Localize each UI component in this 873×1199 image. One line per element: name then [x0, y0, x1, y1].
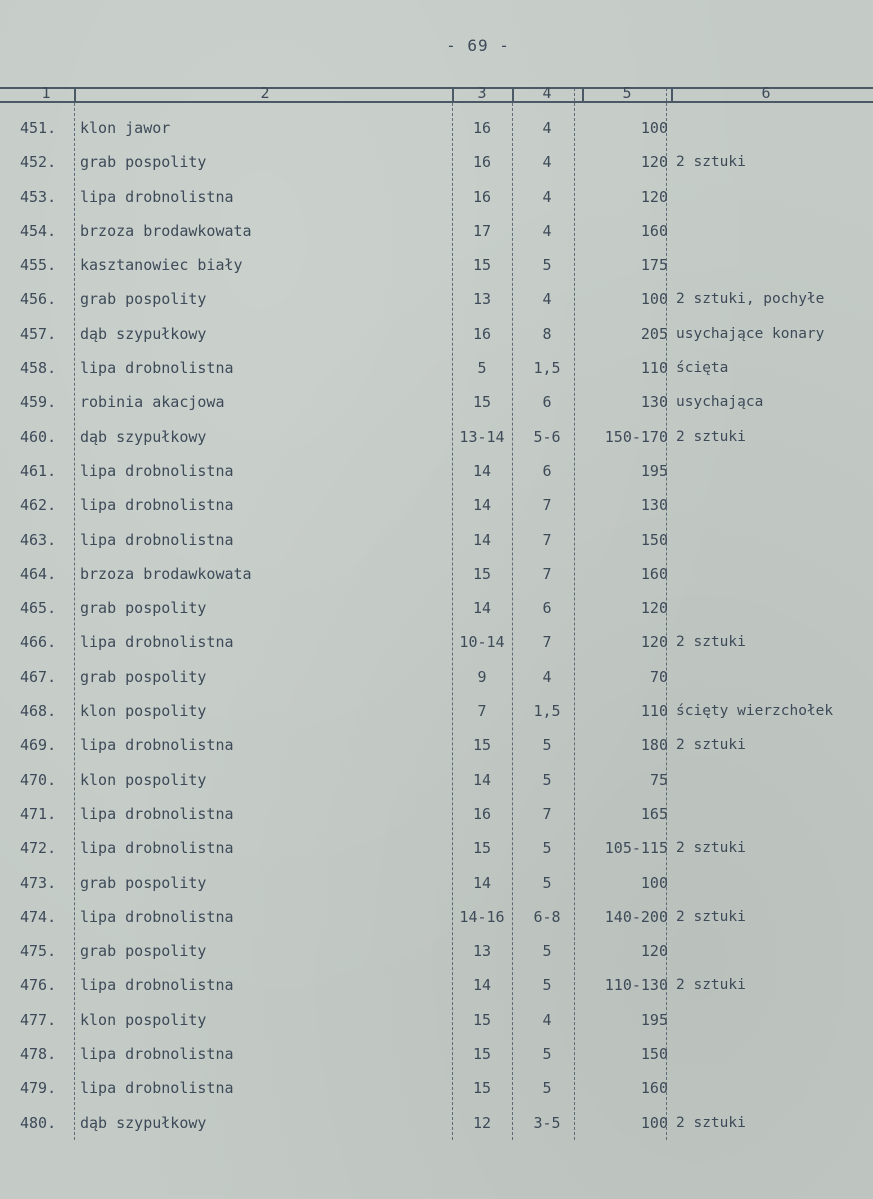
table-row — [0, 770, 873, 804]
tree-height: 15 — [472, 736, 492, 755]
trunk-circumference: 160 — [640, 564, 668, 583]
column-header-2: 2 — [260, 84, 270, 102]
table-row — [0, 358, 873, 392]
crown-diameter: 5 — [542, 1045, 552, 1064]
species-name: dąb szypułkowy — [80, 427, 207, 446]
table-row — [0, 289, 873, 323]
species-name: lipa drobnolistna — [80, 736, 234, 755]
table-row — [0, 701, 873, 735]
species-name: lipa drobnolistna — [80, 1079, 234, 1098]
crown-diameter: 5 — [542, 770, 552, 789]
species-name: lipa drobnolistna — [80, 976, 234, 995]
crown-diameter: 4 — [542, 153, 552, 172]
crown-diameter: 5-6 — [533, 427, 561, 446]
trunk-circumference: 180 — [640, 736, 668, 755]
species-name: brzoza brodawkowata — [80, 564, 252, 583]
notes: 2 sztuki — [676, 908, 746, 925]
tree-height: 14 — [472, 530, 492, 549]
row-number: 462. — [20, 496, 57, 515]
trunk-circumference: 195 — [640, 461, 668, 480]
row-number: 455. — [20, 256, 57, 275]
crown-diameter: 6 — [542, 599, 552, 618]
species-name: grab pospolity — [80, 599, 207, 618]
trunk-circumference: 150 — [640, 1045, 668, 1064]
crown-diameter: 1,5 — [533, 702, 561, 721]
species-name: lipa drobnolistna — [80, 1045, 234, 1064]
species-name: klon jawor — [80, 119, 171, 137]
row-number: 469. — [20, 736, 57, 755]
row-number: 458. — [20, 359, 57, 378]
row-number: 475. — [20, 942, 57, 961]
trunk-circumference: 120 — [640, 633, 668, 652]
crown-diameter: 4 — [542, 187, 552, 206]
trunk-circumference: 75 — [649, 770, 668, 789]
species-name: grab pospolity — [80, 667, 207, 686]
crown-diameter: 5 — [542, 976, 552, 995]
notes: ścięty wierzchołek — [676, 703, 834, 720]
tree-height: 15 — [472, 1079, 492, 1098]
trunk-circumference: 70 — [649, 667, 668, 686]
tree-height: 15 — [472, 1045, 492, 1064]
tree-height: 16 — [472, 324, 492, 343]
trunk-circumference: 120 — [640, 187, 668, 206]
table-row — [0, 1010, 873, 1044]
crown-diameter: 5 — [542, 256, 552, 275]
tree-height: 10-14 — [459, 633, 505, 652]
trunk-circumference: 160 — [640, 221, 668, 240]
table-body — [0, 118, 873, 1147]
row-number: 459. — [20, 393, 57, 412]
trunk-circumference: 110 — [640, 359, 668, 378]
crown-diameter: 7 — [542, 530, 552, 549]
table-row — [0, 461, 873, 495]
species-name: lipa drobnolistna — [80, 461, 234, 480]
tree-height: 16 — [472, 804, 492, 823]
trunk-circumference: 165 — [640, 804, 668, 823]
crown-diameter: 7 — [542, 804, 552, 823]
crown-diameter: 6-8 — [533, 907, 561, 926]
table-row — [0, 598, 873, 632]
row-number: 456. — [20, 290, 57, 309]
trunk-circumference: 150-170 — [604, 427, 668, 446]
column-header-6: 6 — [761, 84, 771, 102]
tree-height: 12 — [472, 1113, 492, 1132]
species-name: lipa drobnolistna — [80, 530, 234, 549]
table-row — [0, 187, 873, 221]
table-row — [0, 632, 873, 666]
row-number: 453. — [20, 187, 57, 206]
trunk-circumference: 100 — [640, 873, 668, 892]
table-row — [0, 392, 873, 426]
tree-height: 14 — [472, 976, 492, 995]
crown-diameter: 5 — [542, 873, 552, 892]
species-name: grab pospolity — [80, 873, 207, 892]
notes: 2 sztuki — [676, 737, 746, 754]
row-number: 452. — [20, 153, 57, 172]
table-row — [0, 1113, 873, 1147]
species-name: grab pospolity — [80, 290, 207, 309]
tree-height: 5 — [477, 359, 487, 378]
crown-diameter: 8 — [542, 324, 552, 343]
row-number: 480. — [20, 1113, 57, 1132]
species-name: dąb szypułkowy — [80, 324, 207, 343]
header-separator — [671, 88, 673, 102]
tree-height: 7 — [477, 702, 487, 721]
trunk-circumference: 120 — [640, 599, 668, 618]
trunk-circumference: 160 — [640, 1079, 668, 1098]
row-number: 473. — [20, 873, 57, 892]
trunk-circumference: 140-200 — [604, 907, 668, 926]
trunk-circumference: 105-115 — [604, 839, 668, 858]
crown-diameter: 5 — [542, 736, 552, 755]
table-row — [0, 1078, 873, 1112]
crown-diameter: 5 — [542, 942, 552, 961]
species-name: dąb szypułkowy — [80, 1113, 207, 1132]
crown-diameter: 4 — [542, 119, 552, 137]
row-number: 474. — [20, 907, 57, 926]
tree-height: 16 — [472, 187, 492, 206]
trunk-circumference: 195 — [640, 1010, 668, 1029]
crown-diameter: 6 — [542, 393, 552, 412]
table-row — [0, 427, 873, 461]
tree-height: 16 — [472, 153, 492, 172]
tree-height: 14-16 — [459, 907, 505, 926]
species-name: lipa drobnolistna — [80, 187, 234, 206]
notes: 2 sztuki — [676, 428, 746, 445]
column-header-3: 3 — [477, 84, 487, 102]
trunk-circumference: 100 — [640, 1113, 668, 1132]
notes: 2 sztuki — [676, 154, 746, 171]
notes: 2 sztuki, pochyłe — [676, 291, 825, 308]
trunk-circumference: 110 — [640, 702, 668, 721]
row-number: 476. — [20, 976, 57, 995]
trunk-circumference: 150 — [640, 530, 668, 549]
trunk-circumference: 110-130 — [604, 976, 668, 995]
row-number: 463. — [20, 530, 57, 549]
row-number: 470. — [20, 770, 57, 789]
row-number: 471. — [20, 804, 57, 823]
species-name: robinia akacjowa — [80, 393, 225, 412]
row-number: 468. — [20, 702, 57, 721]
column-header-5: 5 — [622, 84, 632, 102]
trunk-circumference: 120 — [640, 942, 668, 961]
table-row — [0, 667, 873, 701]
table-row — [0, 221, 873, 255]
row-number: 477. — [20, 1010, 57, 1029]
species-name: lipa drobnolistna — [80, 839, 234, 858]
crown-diameter: 1,5 — [533, 359, 561, 378]
table-row — [0, 975, 873, 1009]
tree-height: 15 — [472, 564, 492, 583]
notes: 2 sztuki — [676, 1114, 746, 1131]
crown-diameter: 3-5 — [533, 1113, 561, 1132]
table-row — [0, 255, 873, 289]
table-row — [0, 873, 873, 907]
species-name: grab pospolity — [80, 942, 207, 961]
row-number: 479. — [20, 1079, 57, 1098]
row-number: 472. — [20, 839, 57, 858]
trunk-circumference: 130 — [640, 496, 668, 515]
notes: usychająca — [676, 394, 764, 411]
crown-diameter: 7 — [542, 496, 552, 515]
species-name: grab pospolity — [80, 153, 207, 172]
crown-diameter: 7 — [542, 564, 552, 583]
species-name: lipa drobnolistna — [80, 633, 234, 652]
table-row — [0, 118, 873, 152]
tree-height: 9 — [477, 667, 487, 686]
crown-diameter: 7 — [542, 633, 552, 652]
table-row — [0, 838, 873, 872]
table-row — [0, 495, 873, 529]
table-row — [0, 152, 873, 186]
tree-height: 13 — [472, 942, 492, 961]
species-name: klon pospolity — [80, 702, 207, 721]
trunk-circumference: 120 — [640, 153, 668, 172]
row-number: 460. — [20, 427, 57, 446]
row-number: 464. — [20, 564, 57, 583]
row-number: 466. — [20, 633, 57, 652]
tree-height: 14 — [472, 873, 492, 892]
crown-diameter: 4 — [542, 290, 552, 309]
species-name: brzoza brodawkowata — [80, 221, 252, 240]
table-row — [0, 564, 873, 598]
notes: 2 sztuki — [676, 840, 746, 857]
table-row — [0, 1044, 873, 1078]
crown-diameter: 5 — [542, 1079, 552, 1098]
table-row — [0, 941, 873, 975]
table-row — [0, 735, 873, 769]
tree-height: 14 — [472, 496, 492, 515]
trunk-circumference: 100 — [640, 290, 668, 309]
crown-diameter: 6 — [542, 461, 552, 480]
tree-height: 16 — [472, 119, 492, 137]
tree-height: 15 — [472, 256, 492, 275]
row-number: 457. — [20, 324, 57, 343]
notes: 2 sztuki — [676, 634, 746, 651]
row-number: 465. — [20, 599, 57, 618]
notes: usychające konary — [676, 325, 825, 342]
tree-height: 13-14 — [459, 427, 505, 446]
notes: 2 sztuki — [676, 977, 746, 994]
tree-height: 15 — [472, 1010, 492, 1029]
tree-height: 17 — [472, 221, 492, 240]
trunk-circumference: 175 — [640, 256, 668, 275]
row-number: 451. — [20, 119, 57, 137]
tree-height: 14 — [472, 599, 492, 618]
row-number: 454. — [20, 221, 57, 240]
species-name: klon pospolity — [80, 770, 207, 789]
row-number: 461. — [20, 461, 57, 480]
species-name: klon pospolity — [80, 1010, 207, 1029]
table-row — [0, 530, 873, 564]
column-header-1: 1 — [41, 84, 51, 102]
species-name: lipa drobnolistna — [80, 496, 234, 515]
table-row — [0, 324, 873, 358]
notes: ścięta — [676, 360, 729, 377]
species-name: lipa drobnolistna — [80, 804, 234, 823]
species-name: lipa drobnolistna — [80, 359, 234, 378]
row-number: 467. — [20, 667, 57, 686]
tree-height: 15 — [472, 839, 492, 858]
row-number: 478. — [20, 1045, 57, 1064]
header-separator — [582, 88, 584, 102]
table-row — [0, 804, 873, 838]
species-name: lipa drobnolistna — [80, 907, 234, 926]
crown-diameter: 4 — [542, 221, 552, 240]
crown-diameter: 4 — [542, 1010, 552, 1029]
species-name: kasztanowiec biały — [80, 256, 243, 275]
tree-height: 13 — [472, 290, 492, 309]
crown-diameter: 5 — [542, 839, 552, 858]
tree-height: 14 — [472, 770, 492, 789]
page-number: - 69 - — [446, 36, 510, 55]
column-header-4: 4 — [542, 84, 552, 102]
tree-height: 14 — [472, 461, 492, 480]
trunk-circumference: 100 — [640, 119, 668, 137]
trunk-circumference: 130 — [640, 393, 668, 412]
trunk-circumference: 205 — [640, 324, 668, 343]
table-row — [0, 907, 873, 941]
tree-height: 15 — [472, 393, 492, 412]
crown-diameter: 4 — [542, 667, 552, 686]
